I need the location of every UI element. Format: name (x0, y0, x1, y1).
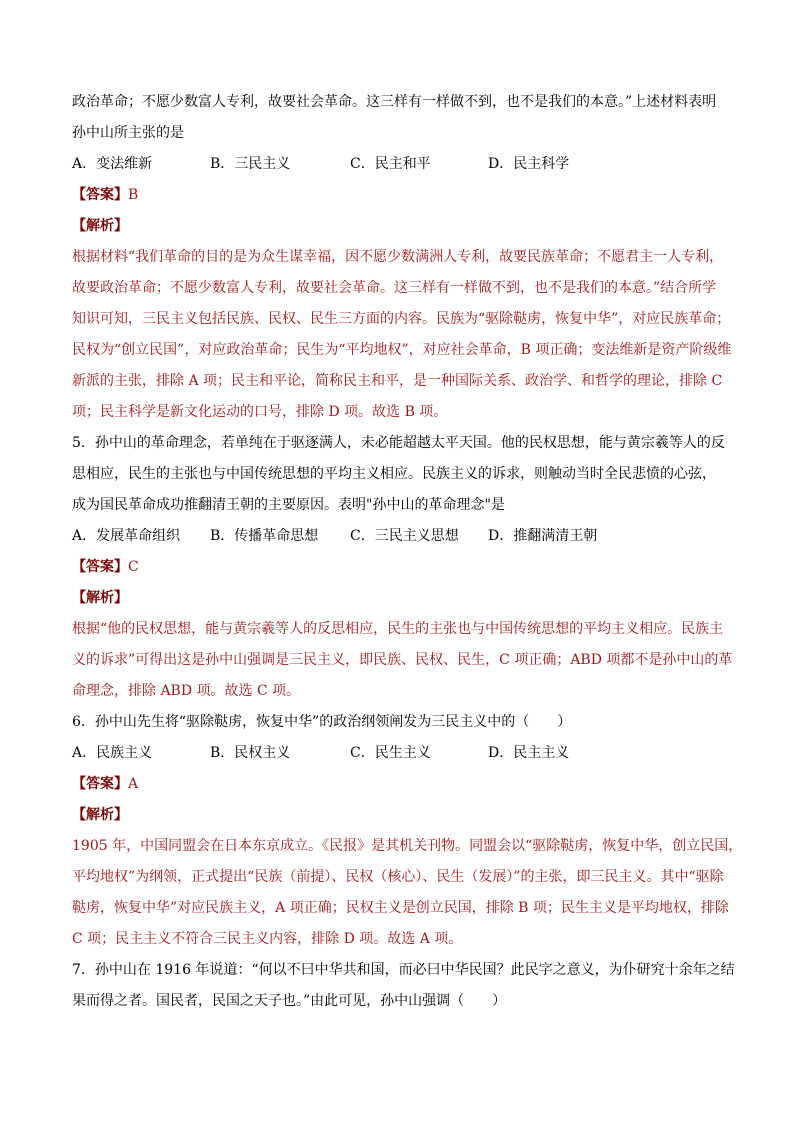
q6-answer (72, 774, 724, 794)
q4-analysis-label: 【解析】 (72, 218, 128, 234)
answer-label: 【答案】 (72, 187, 128, 203)
q5-option-c: C．三民主义思想 (350, 528, 459, 544)
answer-value: C (128, 559, 139, 575)
q4-stem-line: 孙中山所主张的是 (72, 125, 184, 141)
q5-analysis-line: 义的诉求”可得出这是孙中山强调是三民主义，即民族、民权、民生，C 项正确；ABD 项都不是孙中山的革 (72, 652, 733, 668)
answer-value: B (128, 187, 139, 203)
q4-options (72, 154, 724, 174)
q5-stem-line: 思相应，民生的主张也与中国传统思想的平均主义相应。民族主义的诉求，则触动当时全民悲愤的心弦， (72, 466, 716, 482)
q5-stem-line: 5．孙中山的革命理念，若单纯在于驱逐满人，未必能超越太平天国。他的民权思想，能与黄宗羲等人的反 (72, 435, 725, 451)
answer-value: A (128, 776, 139, 792)
q6-option-d: D．民主主义 (488, 745, 570, 761)
q4-option-a: A．变法维新 (72, 156, 153, 172)
answer-label: 【答案】 (72, 776, 128, 792)
q6-analysis-label: 【解析】 (72, 807, 128, 823)
q5-option-a: A．发展革命组织 (72, 528, 181, 544)
q4-option-b: B．三民主义 (210, 156, 291, 172)
q5-option-d: D．推翻满清王朝 (488, 528, 598, 544)
document-page (72, 92, 743, 1022)
q7-stem-line: 7．孙中山在 1916 年说道：“何以不曰中华共和国，而必曰中华民国？此民字之意义，为仆研究十余年之结 (72, 962, 735, 978)
q4-analysis-line: 知识可知，三民主义包括民族、民权、民生三方面的内容。民族为“驱除鞑虏，恢复中华”，对应民族革命； (72, 311, 731, 327)
q6-option-c: C．民生主义 (350, 745, 431, 761)
q6-analysis-line: 平均地权”为纲领，正式提出“民族（前提）、民权（核心）、民生（发展）”的主张，即三民主义。其中“驱除 (72, 869, 724, 885)
q7-stem-line: 果而得之者。国民者，民国之天子也。”由此可见，孙中山强调（ ） (72, 993, 507, 1009)
q6-option-a: A．民族主义 (72, 745, 153, 761)
q5-answer (72, 557, 724, 577)
q5-option-b: B．传播革命思想 (210, 528, 319, 544)
q4-option-d: D．民主科学 (488, 156, 570, 172)
q6-stem-line: 6．孙中山先生将“驱除鞑虏，恢复中华”的政治纲领阐发为三民主义中的（ ） (72, 714, 572, 730)
q4-analysis-line: 故要政治革命；不愿少数富人专利，故要社会革命。这三样有一样做不到，也不是我们的本意。”结合所学 (72, 280, 717, 296)
q4-analysis-line: 新派的主张，排除 A 项；民主和平论，简称民主和平，是一种国际关系、政治学、和哲学的理论，排除 C (72, 373, 723, 389)
q4-answer (72, 185, 724, 205)
q6-analysis-line: 1905 年，中国同盟会在日本东京成立。《民报》是其机关刊物。同盟会以“驱除鞑虏，恢复中华，创立民国， (72, 838, 743, 854)
answer-label: 【答案】 (72, 559, 128, 575)
q4-analysis-line: 根据材料“我们革命的目的是为众生谋幸福，因不愿少数满洲人专利，故要民族革命；不愿君主一人专利， (72, 249, 724, 265)
q6-analysis-line: C 项；民主主义不符合三民主义内容，排除 D 项。故选 A 项。 (72, 931, 463, 947)
q6-option-b: B．民权主义 (210, 745, 291, 761)
q6-analysis-line: 鞑虏，恢复中华”对应民族主义，A 项正确；民权主义是创立民国，排除 B 项；民生主义是平均地权，排除 (72, 900, 729, 916)
q4-analysis-line: 项；民主科学是新文化运动的口号，排除 D 项。故选 B 项。 (72, 404, 448, 420)
q5-stem-line: 成为国民革命成功推翻清王朝的主要原因。表明"孙中山的革命理念"是 (72, 497, 505, 513)
q5-analysis-line: 命理念，排除 ABD 项。故选 C 项。 (72, 683, 301, 699)
q5-analysis-label: 【解析】 (72, 590, 128, 606)
q4-option-c: C．民主和平 (350, 156, 431, 172)
q6-options (72, 743, 724, 763)
q4-stem-line: 政治革命；不愿少数富人专利，故要社会革命。这三样有一样做不到，也不是我们的本意。”上述材料表明 (72, 94, 717, 110)
q5-options (72, 526, 724, 546)
q5-analysis-line: 根据“他的民权思想，能与黄宗羲等人的反思相应，民生的主张也与中国传统思想的平均主义相应。民族主 (72, 621, 724, 637)
q4-analysis-line: 民权为“创立民国”，对应政治革命；民生为“平均地权”，对应社会革命，B 项正确；变法维新是资产阶级维 (72, 342, 732, 358)
